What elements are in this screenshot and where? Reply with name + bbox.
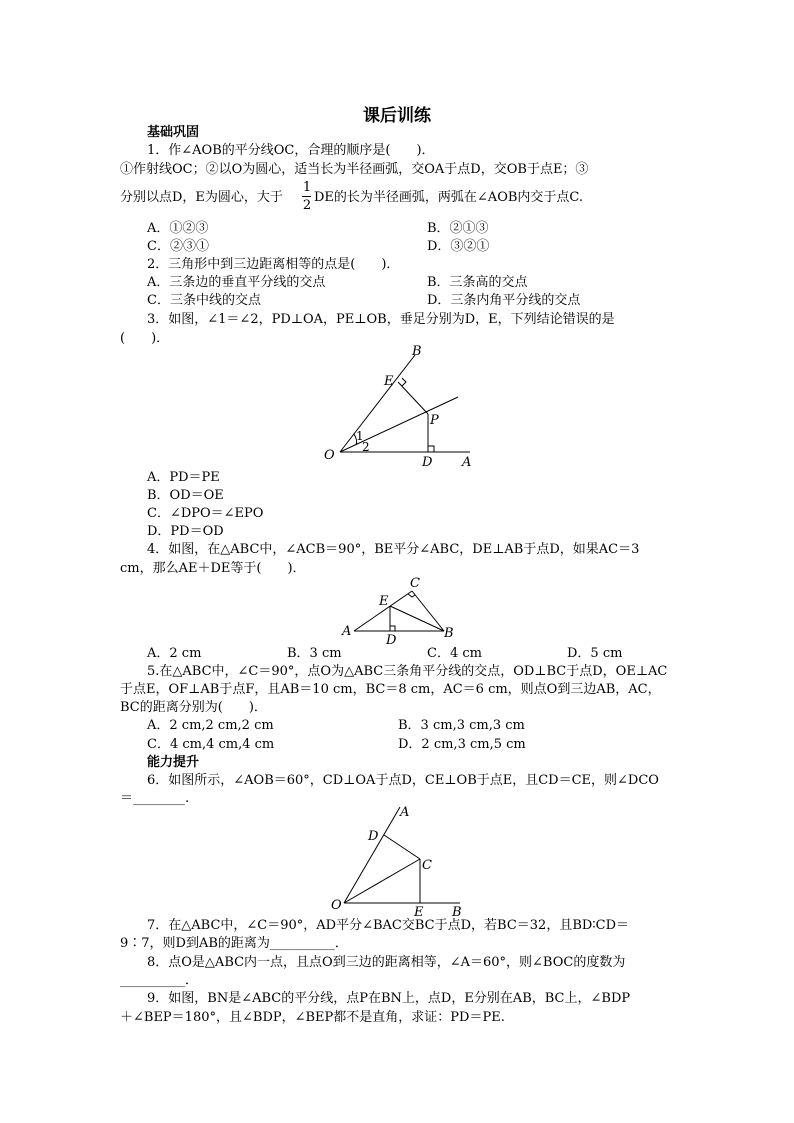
q1-line2a: 分别以点D，E为圆心，大于 <box>120 190 283 205</box>
q3-right-angle-e <box>402 378 406 386</box>
q4-option-d: D．5 cm <box>567 646 623 661</box>
q3-label-p: P <box>430 413 439 428</box>
q3-bisector-ray <box>340 397 458 452</box>
q5-option-b: B．3 cm,3 cm,3 cm <box>398 718 525 733</box>
q1-option-c: C．②③① <box>147 239 209 254</box>
q2-option-d: D．三条内角平分线的交点 <box>427 293 581 308</box>
q9-line1: 9．如图，BN是∠ABC的平分线，点P在BN上，点D，E分别在AB，BC上，∠BDP <box>147 991 631 1006</box>
q4-label-d: D <box>386 633 397 648</box>
q1-stem: 1．作∠AOB的平分线OC，合理的顺序是( )． <box>147 143 435 158</box>
q1-fraction-numerator: 1 <box>302 180 312 195</box>
q6-line1: 6．如图所示，∠AOB＝60°，CD⊥OA于点D，CE⊥OB于点E，且CD＝CE，则∠DCO <box>147 773 659 788</box>
q3-label-angle1: 1 <box>356 429 364 443</box>
q3-ray-ob <box>340 355 415 452</box>
q4-figure <box>340 575 460 648</box>
q8-line2: __________． <box>120 973 199 988</box>
q1-line1: ①作射线OC；②以O为圆心，适当长为半径画弧，交OA于点D，交OB于点E；③ <box>120 162 589 177</box>
q3-label-angle2: 2 <box>362 440 370 454</box>
q3-option-c: C．∠DPO＝∠EPO <box>147 506 264 521</box>
q4-label-c: C <box>410 576 420 591</box>
q2-option-a: A．三条边的垂直平分线的交点 <box>147 275 326 290</box>
q3-label-e: E <box>384 374 394 389</box>
q4-label-b: B <box>444 626 454 641</box>
q5-option-c: C．4 cm,4 cm,4 cm <box>147 737 275 752</box>
q1-fraction-denominator: 2 <box>302 198 312 213</box>
q6-figure <box>330 803 470 918</box>
q1-option-d: D．③②① <box>427 239 490 254</box>
q3-option-b: B．OD＝OE <box>147 488 224 503</box>
q4-option-b: B．3 cm <box>287 646 342 661</box>
q6-line2: ＝________. <box>120 791 190 806</box>
q9-line2: ＋∠BEP＝180°，且∠BDP，∠BEP都不是直角，求证：PD＝PE. <box>120 1010 505 1025</box>
q1-option-a: A．①②③ <box>147 221 209 236</box>
q4-option-a: A．2 cm <box>147 646 202 661</box>
q6-label-d: D <box>368 829 379 844</box>
q6-label-o: O <box>331 898 342 913</box>
q4-option-c: C．4 cm <box>427 646 482 661</box>
q5-option-d: D．2 cm,3 cm,5 cm <box>398 737 526 752</box>
q1-option-b: B．②①③ <box>427 221 489 236</box>
q8-line1: 8．点O是△ABC内一点，且点O到三边的距离相等，∠A＝60°，则∠BOC的度数为 <box>147 955 626 970</box>
q6-label-e: E <box>414 905 424 920</box>
page-title: 课后训练 <box>363 106 431 126</box>
q4-segment-be <box>390 606 444 631</box>
q6-ray-oa <box>344 807 400 903</box>
q3-label-a: A <box>462 455 472 470</box>
q4-stem-line2: cm，那么AE＋DE等于( )． <box>120 561 306 576</box>
q3-stem-line2: ( )． <box>120 331 170 346</box>
q5-line1: 5.在△ABC中，∠C＝90°，点O为△ABC三条角平分线的交点，OD⊥BC于点D，OE⊥AC <box>147 664 668 679</box>
q7-line1: 7．在△ABC中，∠C＝90°，AD平分∠BAC交BC于点D，若BC＝32，且BD∶CD＝ <box>147 918 630 933</box>
section-heading-advanced: 能力提升 <box>147 755 200 770</box>
q6-segment-cd <box>384 835 420 859</box>
q3-option-d: D．PD＝OD <box>147 524 224 539</box>
q6-label-a: A <box>400 805 410 820</box>
q6-label-c: C <box>422 858 432 873</box>
q3-segment-pe <box>398 382 428 414</box>
q4-stem-line1: 4．如图，在△ABC中，∠ACB＝90°，BE平分∠ABC，DE⊥AB于点D，如果AC＝3 <box>147 542 640 557</box>
q3-right-angle-d <box>428 446 434 452</box>
q2-stem: 2．三角形中到三边距离相等的点是( )． <box>147 257 400 272</box>
q5-option-a: A．2 cm,2 cm,2 cm <box>147 718 274 733</box>
q4-label-e: E <box>379 594 389 609</box>
q3-figure <box>320 345 480 470</box>
q4-right-angle-d <box>390 626 395 631</box>
q1-fraction-bar <box>302 196 311 197</box>
q7-line2: 9∶7，则D到AB的距离为__________． <box>120 936 348 951</box>
section-heading-basic: 基础巩固 <box>147 125 200 140</box>
q3-stem-line1: 3．如图，∠1＝∠2，PD⊥OA，PE⊥OB，垂足分别为D，E，下列结论错误的是 <box>147 312 615 327</box>
q3-label-b: B <box>412 344 422 359</box>
q5-line2: 于点E，OF⊥AB于点F，且AB＝10 cm，BC＝8 cm，AC＝6 cm，则点O到三边AB，AC， <box>120 682 661 697</box>
q4-side-cb <box>412 591 444 631</box>
q4-right-angle-c <box>408 594 415 597</box>
q3-label-d: D <box>422 455 433 470</box>
q6-segment-oc <box>344 859 420 903</box>
q4-label-a: A <box>342 624 352 639</box>
q3-option-a: A．PD＝PE <box>147 470 220 485</box>
q1-line2b: DE的长为半径画弧，两弧在∠AOB内交于点C. <box>314 190 584 205</box>
q5-line3: BC的距离分别为( )． <box>120 700 267 715</box>
q2-option-b: B．三条高的交点 <box>427 275 528 290</box>
q3-label-o: O <box>324 448 335 463</box>
q2-option-c: C．三条中线的交点 <box>147 293 261 308</box>
q6-label-b: B <box>452 905 462 920</box>
